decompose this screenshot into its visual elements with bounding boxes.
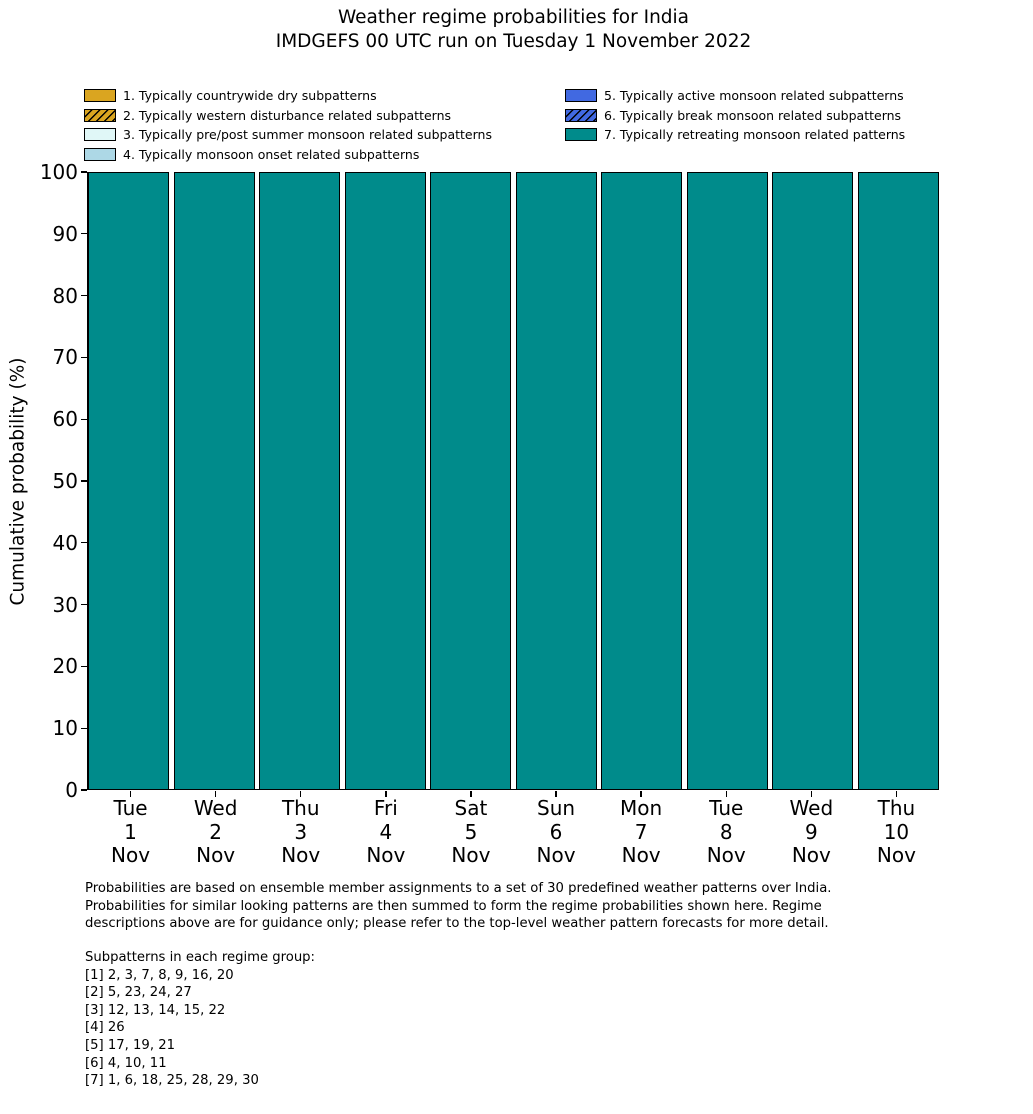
x-tick-label-line: 3	[294, 819, 308, 844]
legend-swatch-icon	[565, 128, 597, 141]
legend-column-right	[565, 86, 905, 145]
legend-label: 6. Typically break monsoon related subpatterns	[604, 107, 902, 123]
legend-label: 2. Typically western disturbance related subpatterns	[123, 107, 452, 123]
subpattern-group-line: [4] 26	[85, 1020, 125, 1036]
bar-segment	[174, 172, 255, 790]
x-tick-label-line: 1	[124, 819, 137, 844]
x-tick-label-line: Thu	[877, 796, 916, 820]
footnote-line: Probabilities are based on ensemble member assignments to a set of 30 predefined weather patterns over India.	[85, 881, 832, 896]
stacked-bar-sat-5	[430, 172, 511, 790]
footnote-line: Probabilities for similar looking patterns are then summed to form the regime probabilities shown here. Regime	[85, 898, 822, 914]
bar-segment	[687, 172, 768, 790]
bar-segment	[430, 172, 511, 790]
y-tick-label: 80	[52, 283, 78, 308]
x-tick-label-line: Nov	[536, 843, 576, 867]
legend-item	[84, 106, 492, 126]
x-tick-label-line: Nov	[791, 843, 831, 867]
x-tick-label-line: Tue	[113, 796, 148, 820]
x-tick-label-line: Sun	[537, 796, 576, 820]
x-tick-label-line: Nov	[876, 843, 916, 867]
subpattern-group-line: [3] 12, 13, 14, 15, 22	[85, 1002, 226, 1018]
legend-swatch-icon	[84, 89, 116, 102]
subpattern-group-line: [6] 4, 10, 11	[85, 1055, 167, 1071]
y-tick-label: 50	[52, 469, 78, 493]
chart-title-line1: Weather regime probabilities for India	[337, 7, 690, 28]
legend-swatch-icon	[84, 148, 116, 161]
legend-label: 1. Typically countrywide dry subpatterns	[123, 88, 377, 104]
chart-title	[88, 6, 939, 54]
bar-segment	[772, 172, 853, 790]
y-tick-label: 0	[65, 778, 78, 802]
stacked-bar-fri-4	[345, 172, 426, 790]
y-tick-label: 70	[52, 345, 78, 370]
legend-item	[84, 125, 492, 145]
stacked-bar-mon-7	[601, 172, 682, 790]
stacked-bar-sun-6	[516, 172, 597, 790]
x-tick-label-line: Nov	[281, 843, 321, 867]
x-tick-label-line: Nov	[621, 843, 661, 867]
x-tick-label-line: Nov	[706, 843, 746, 867]
y-tick-label: 40	[52, 530, 78, 555]
y-tick-label: 30	[52, 592, 78, 617]
x-tick-label-line: Tue	[709, 796, 744, 820]
x-tick-label-line: 4	[379, 819, 393, 844]
bar-segment	[516, 172, 597, 790]
subpattern-group-line: [7] 1, 6, 18, 25, 28, 29, 30	[85, 1073, 259, 1089]
legend-swatch-icon	[84, 128, 116, 141]
x-tick-label-line: Nov	[451, 843, 491, 867]
x-tick-label-line: 2	[209, 819, 222, 844]
legend-label: 7. Typically retreating monsoon related patterns	[604, 127, 906, 143]
y-tick-label: 100	[39, 160, 78, 184]
legend-item	[565, 86, 905, 106]
bar-segment	[601, 172, 682, 790]
legend-label: 5. Typically active monsoon related subpatterns	[604, 88, 904, 104]
x-tick-label-line: Nov	[366, 843, 406, 867]
x-tick-label-line: Wed	[789, 796, 834, 820]
x-tick-label	[831, 797, 961, 868]
chart-title-line2: IMDGEFS 00 UTC run on Tuesday 1 November 2022	[275, 31, 752, 52]
footnote-line: descriptions above are for guidance only; please refer to the top-level weather pattern forecasts for more detail.	[85, 916, 829, 932]
x-tick-label-line: Fri	[373, 796, 398, 820]
legend-label: 4. Typically monsoon onset related subpatterns	[123, 147, 420, 163]
stacked-bar-tue-1	[88, 172, 169, 790]
legend-item	[84, 86, 492, 106]
legend-label: 3. Typically pre/post summer monsoon related subpatterns	[123, 127, 492, 143]
legend-item	[565, 106, 905, 126]
x-tick-label-line: 9	[804, 819, 818, 844]
y-axis-label: Cumulative probability (%)	[7, 357, 29, 606]
x-tick-label-line: 7	[634, 819, 648, 844]
legend-column-left	[84, 86, 492, 164]
stacked-bar-wed-9	[772, 172, 853, 790]
legend-swatch-icon	[565, 109, 597, 122]
x-tick-label-line: Sat	[454, 796, 488, 820]
x-tick-label-line: 5	[464, 819, 478, 844]
subpattern-group-line: [5] 17, 19, 21	[85, 1037, 175, 1053]
plot-area	[88, 172, 939, 790]
x-tick-label-line: Wed	[193, 796, 238, 820]
footnote	[85, 880, 955, 933]
x-tick-label-line: Nov	[111, 843, 151, 867]
bar-series-container	[88, 172, 939, 790]
y-tick-label: 90	[52, 221, 78, 246]
subpattern-group-line: [1] 2, 3, 7, 8, 9, 16, 20	[85, 967, 234, 983]
stacked-bar-thu-10	[858, 172, 939, 790]
x-tick-label-line: 6	[549, 819, 563, 844]
x-tick-label-line: Nov	[196, 843, 236, 867]
x-tick-label-line: 10	[883, 819, 910, 844]
stacked-bar-tue-8	[687, 172, 768, 790]
x-tick-label-line: Thu	[281, 796, 320, 820]
stacked-bar-wed-2	[174, 172, 255, 790]
y-tick-label: 60	[52, 407, 78, 432]
bar-segment	[858, 172, 939, 790]
bar-segment	[345, 172, 426, 790]
bar-segment	[88, 172, 169, 790]
bar-segment	[259, 172, 340, 790]
x-tick-label-line: Mon	[620, 796, 663, 820]
y-axis-spine	[87, 172, 88, 790]
y-tick-label: 10	[52, 716, 78, 741]
stacked-bar-thu-3	[259, 172, 340, 790]
legend-swatch-icon	[84, 109, 116, 122]
x-tick-label-line: 8	[719, 819, 733, 844]
legend-item	[84, 145, 492, 165]
legend-swatch-icon	[565, 89, 597, 102]
subpatterns-list	[85, 949, 955, 1090]
subpattern-group-line: [2] 5, 23, 24, 27	[85, 985, 192, 1001]
legend-item	[565, 125, 905, 145]
subpatterns-heading: Subpatterns in each regime group:	[85, 950, 316, 965]
y-tick-label: 20	[52, 654, 78, 679]
